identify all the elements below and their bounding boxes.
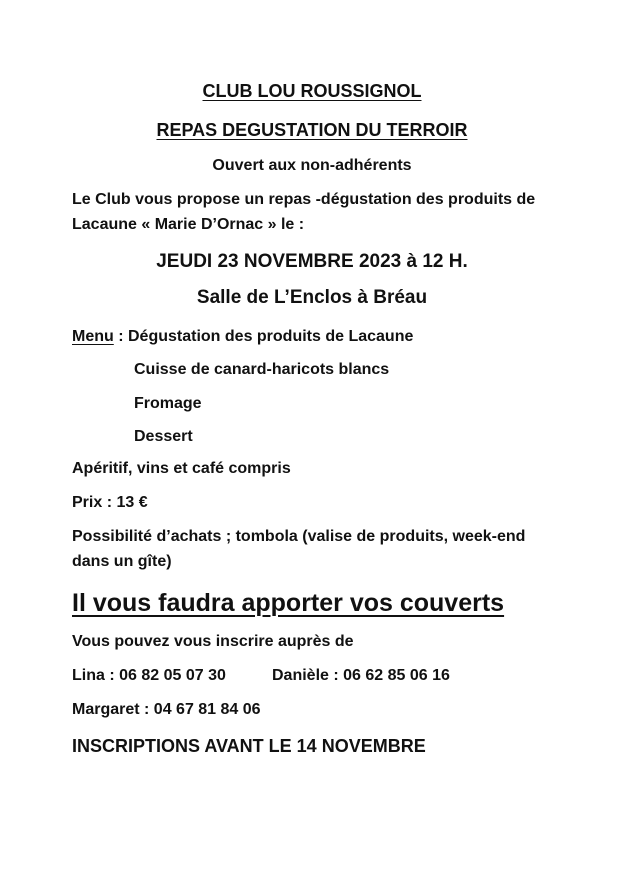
menu-item: Dessert: [134, 428, 193, 445]
menu-item: Dégustation des produits de Lacaune: [128, 328, 414, 345]
open-to-subtitle: Ouvert aux non-adhérents: [212, 157, 412, 174]
intro-text-line-1: Le Club vous propose un repas -dégustation des produits de: [72, 191, 536, 208]
contact-lina: Lina : 06 82 05 07 30: [72, 667, 226, 684]
event-title-heading: REPAS DEGUSTATION DU TERROIR: [156, 120, 468, 140]
registration-deadline: INSCRIPTIONS AVANT LE 14 NOVEMBRE: [72, 736, 426, 756]
extras-line-1: Possibilité d’achats ; tombola (valise de produits, week-end: [72, 528, 526, 545]
event-date: JEUDI 23 NOVEMBRE 2023 à 12 H.: [156, 251, 468, 272]
menu-first-line: [72, 327, 413, 347]
included-items: Apéritif, vins et café compris: [72, 460, 291, 477]
extras-line-2: dans un gîte): [72, 553, 172, 570]
menu-label: Menu: [72, 328, 114, 345]
registration-intro: Vous pouvez vous inscrire auprès de: [72, 633, 354, 650]
contact-margaret: Margaret : 04 67 81 84 06: [72, 701, 261, 718]
menu-separator: :: [113, 328, 128, 345]
contact-daniele: Danièle : 06 62 85 06 16: [272, 667, 450, 684]
menu-item: Fromage: [134, 395, 202, 412]
price: Prix : 13 €: [72, 494, 148, 511]
intro-text-line-2: Lacaune « Marie D’Ornac » le :: [72, 216, 305, 233]
menu-item: Cuisse de canard-haricots blancs: [134, 361, 390, 378]
event-venue: Salle de L’Enclos à Bréau: [196, 287, 428, 308]
cutlery-notice: Il vous faudra apporter vos couverts: [72, 589, 505, 617]
club-name-heading: CLUB LOU ROUSSIGNOL: [202, 81, 422, 101]
